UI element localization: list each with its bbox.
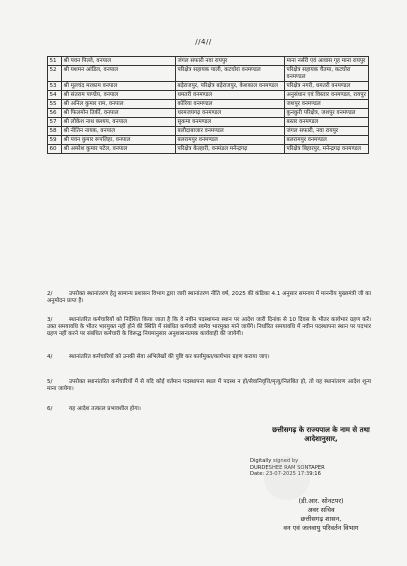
table-row bbox=[48, 136, 369, 145]
new-posting-cell: परिक्षेत्र नगरी, धमतरी वनमण्डल bbox=[285, 82, 369, 91]
new-posting-cell: परिक्षेत्र सहायक चैतमा, कटघोरा वनमण्डल bbox=[285, 66, 369, 82]
employee-name-cell: श्री नीतिन नायक, वनपाल bbox=[62, 127, 176, 136]
paragraph-number: 4/ bbox=[47, 354, 53, 360]
serial-number-cell: 53 bbox=[48, 82, 62, 91]
serial-number-cell: 60 bbox=[48, 145, 62, 154]
paragraph-text: यह आदेश तत्काल प्रभावशील होगा। bbox=[69, 406, 141, 412]
digital-signature-date: Date: 23-07-2025 17:39:16 bbox=[250, 471, 321, 477]
current-posting-cell: बलरामपुर वनमण्डल bbox=[176, 136, 285, 145]
employee-name-cell: श्री पवन पिल्ले, वनपाल bbox=[62, 57, 176, 66]
current-posting-cell: जंगल सफारी नवा रायपुर bbox=[176, 57, 285, 66]
signatory-designation: अवर सचिव bbox=[307, 506, 335, 514]
paragraph-text: उपरोक्त स्थानांतरण हेतु सामान्य प्रशासन विभाग द्वारा जारी स्थानांतरण नीति वर्ष, 2025 की कंडिका 4.1 अनुसार समन्वय में माननीय मुख्यमंत्री जी का अनुमोदन प्राप्त है। bbox=[47, 291, 371, 304]
paragraph-number: 6/ bbox=[47, 406, 53, 412]
table-row bbox=[48, 57, 369, 66]
current-posting-cell: कोरिया वनमण्डल bbox=[176, 100, 285, 109]
serial-number-cell: 56 bbox=[48, 109, 62, 118]
serial-number-cell: 55 bbox=[48, 100, 62, 109]
signature-check-icon bbox=[264, 456, 310, 500]
page-number: //4// bbox=[195, 38, 212, 46]
employee-name-cell: श्री पवन कुमार रूपलिहा, वनपाल bbox=[62, 136, 176, 145]
signatory-department: वन एवं जलवायु परिवर्तन विभाग bbox=[283, 524, 359, 532]
paragraph-3 bbox=[47, 317, 371, 338]
paragraph-text: स्थानांतरित कर्मचारियों को उनकी सेवा अभिलेखों की पुष्टि कर कार्यमुक्त/कार्यभार ग्रहण कराया जाए। bbox=[69, 354, 270, 360]
serial-number-cell: 57 bbox=[48, 118, 62, 127]
employee-name-cell: श्री संतराम पाण्डेय, वनपाल bbox=[62, 91, 176, 100]
digital-signature bbox=[250, 458, 390, 478]
employee-name-cell: श्री यशमन आंडिल, वनपाल bbox=[62, 66, 176, 82]
employee-name-cell: श्री फिलमोन तिर्की, वनपाल bbox=[62, 109, 176, 118]
new-posting-cell: परिक्षेत्र बिहारपुर, मनेन्द्रगढ़ वनमण्डल bbox=[285, 145, 369, 154]
new-posting-cell: अनुसंधान एवं विस्तार वनमण्डल, रायपुर bbox=[285, 91, 369, 100]
employee-name-cell: श्री अमरेश कुमार पटेल, वनपाल bbox=[62, 145, 176, 154]
serial-number-cell: 52 bbox=[48, 66, 62, 82]
order-authority bbox=[256, 426, 386, 444]
serial-number-cell: 59 bbox=[48, 136, 62, 145]
current-posting-cell: बड़ेराजपुर, परिक्षेत्र बड़ेराजपुर, केशकाल वनमण्डल bbox=[176, 82, 285, 91]
authority-line-2: आदेशानुसार, bbox=[304, 435, 338, 443]
serial-number-cell: 54 bbox=[48, 91, 62, 100]
paragraph-text: स्थानांतरित कर्मचारियों को निर्देशित किया जाता है कि वे नवीन पदस्थापना स्थान पर आदेश जारी दिनांक से 10 दिवस के भीतर कार्यभार ग्रहण करें। उक्त समयावधि के भीतर भारमुक्त नहीं होने की स्थिति में संबंधित कर्मचारी स्वमेव भारमुक्त माने जायेंगे। निर्धारित समयावधि में नवीन पदस्थापना स्थान पर पदभार ग्रहण नहीं करने पर संबंधित कर्मचारी के विरूद्ध नियमानुसार अनुशासनात्मक कार्यवाही की जायेगी। bbox=[47, 317, 371, 337]
paragraph-6 bbox=[47, 406, 371, 413]
table-row bbox=[48, 82, 369, 91]
transfer-table bbox=[47, 56, 369, 154]
paragraph-number: 5/ bbox=[47, 379, 53, 385]
signatory-government: छत्तीसगढ़ शासन, bbox=[300, 515, 342, 523]
table-row bbox=[48, 127, 369, 136]
new-posting-cell: बलरामपुर वनमण्डल bbox=[285, 136, 369, 145]
current-posting-cell: परिक्षेत्र केल्हारी, वनमंडल मनेन्द्रगढ़ bbox=[176, 145, 285, 154]
signatory bbox=[256, 497, 386, 533]
serial-number-cell: 51 bbox=[48, 57, 62, 66]
new-posting-cell: जंगल सफारी, नवा रायपुर bbox=[285, 127, 369, 136]
signatory-name: (डी.आर. सोनटपर) bbox=[298, 497, 344, 505]
employee-name-cell: श्री मूलचंद मरकाम वनपाल bbox=[62, 82, 176, 91]
paragraph-number: 2/ bbox=[47, 291, 53, 297]
digital-signature-name: DURDESHEE RAM SONTAPER bbox=[250, 464, 325, 471]
table-row bbox=[48, 66, 369, 82]
table-row bbox=[48, 145, 369, 154]
current-posting-cell: बलौदाबाजार वनमण्डल bbox=[176, 127, 285, 136]
paragraph-number: 3/ bbox=[47, 317, 53, 323]
new-posting-cell: माना नर्सरी एवं आवास गृह माना रायपुर bbox=[285, 57, 369, 66]
digital-signature-title: Digitally signed by bbox=[250, 458, 299, 464]
table-row bbox=[48, 100, 369, 109]
new-posting-cell: बस्तर वनमण्डल bbox=[285, 118, 369, 127]
paragraph-2 bbox=[47, 291, 371, 305]
new-posting-cell: जशपुर वनमण्डल bbox=[285, 100, 369, 109]
paragraph-5 bbox=[47, 379, 371, 393]
paragraph-text: उपरोक्त स्थानांतरित कर्मचारियों में से यदि कोई वर्तमान पदस्थापना स्थल में पदस्थ न हो/सेवानिवृत्ति/मृत्यु/निलंबित हो, तो यह स्थानांतरण आदेश शून्य माना जायेगा। bbox=[47, 379, 371, 392]
current-posting-cell: सुकमा वनमण्डल bbox=[176, 118, 285, 127]
paragraph-4 bbox=[47, 354, 371, 361]
table-row bbox=[48, 118, 369, 127]
current-posting-cell: धरमजयगढ़ वनमण्डल bbox=[176, 109, 285, 118]
table-row bbox=[48, 109, 369, 118]
current-posting-cell: परिक्षेत्र सहायक पाली, कटघोरा वनमण्डल bbox=[176, 66, 285, 82]
employee-name-cell: श्री अनिल कुमार राम, वनपाल bbox=[62, 100, 176, 109]
table-row bbox=[48, 91, 369, 100]
serial-number-cell: 58 bbox=[48, 127, 62, 136]
new-posting-cell: कुनकुरी परिक्षेत्र, जशपुर वनमण्डल bbox=[285, 109, 369, 118]
employee-name-cell: श्री लोकेश नाथ कश्यप, वनपाल bbox=[62, 118, 176, 127]
authority-line: छत्तीसगढ़ के राज्यपाल के नाम से तथा bbox=[272, 426, 370, 434]
current-posting-cell: धमतरी वनमण्डल bbox=[176, 91, 285, 100]
